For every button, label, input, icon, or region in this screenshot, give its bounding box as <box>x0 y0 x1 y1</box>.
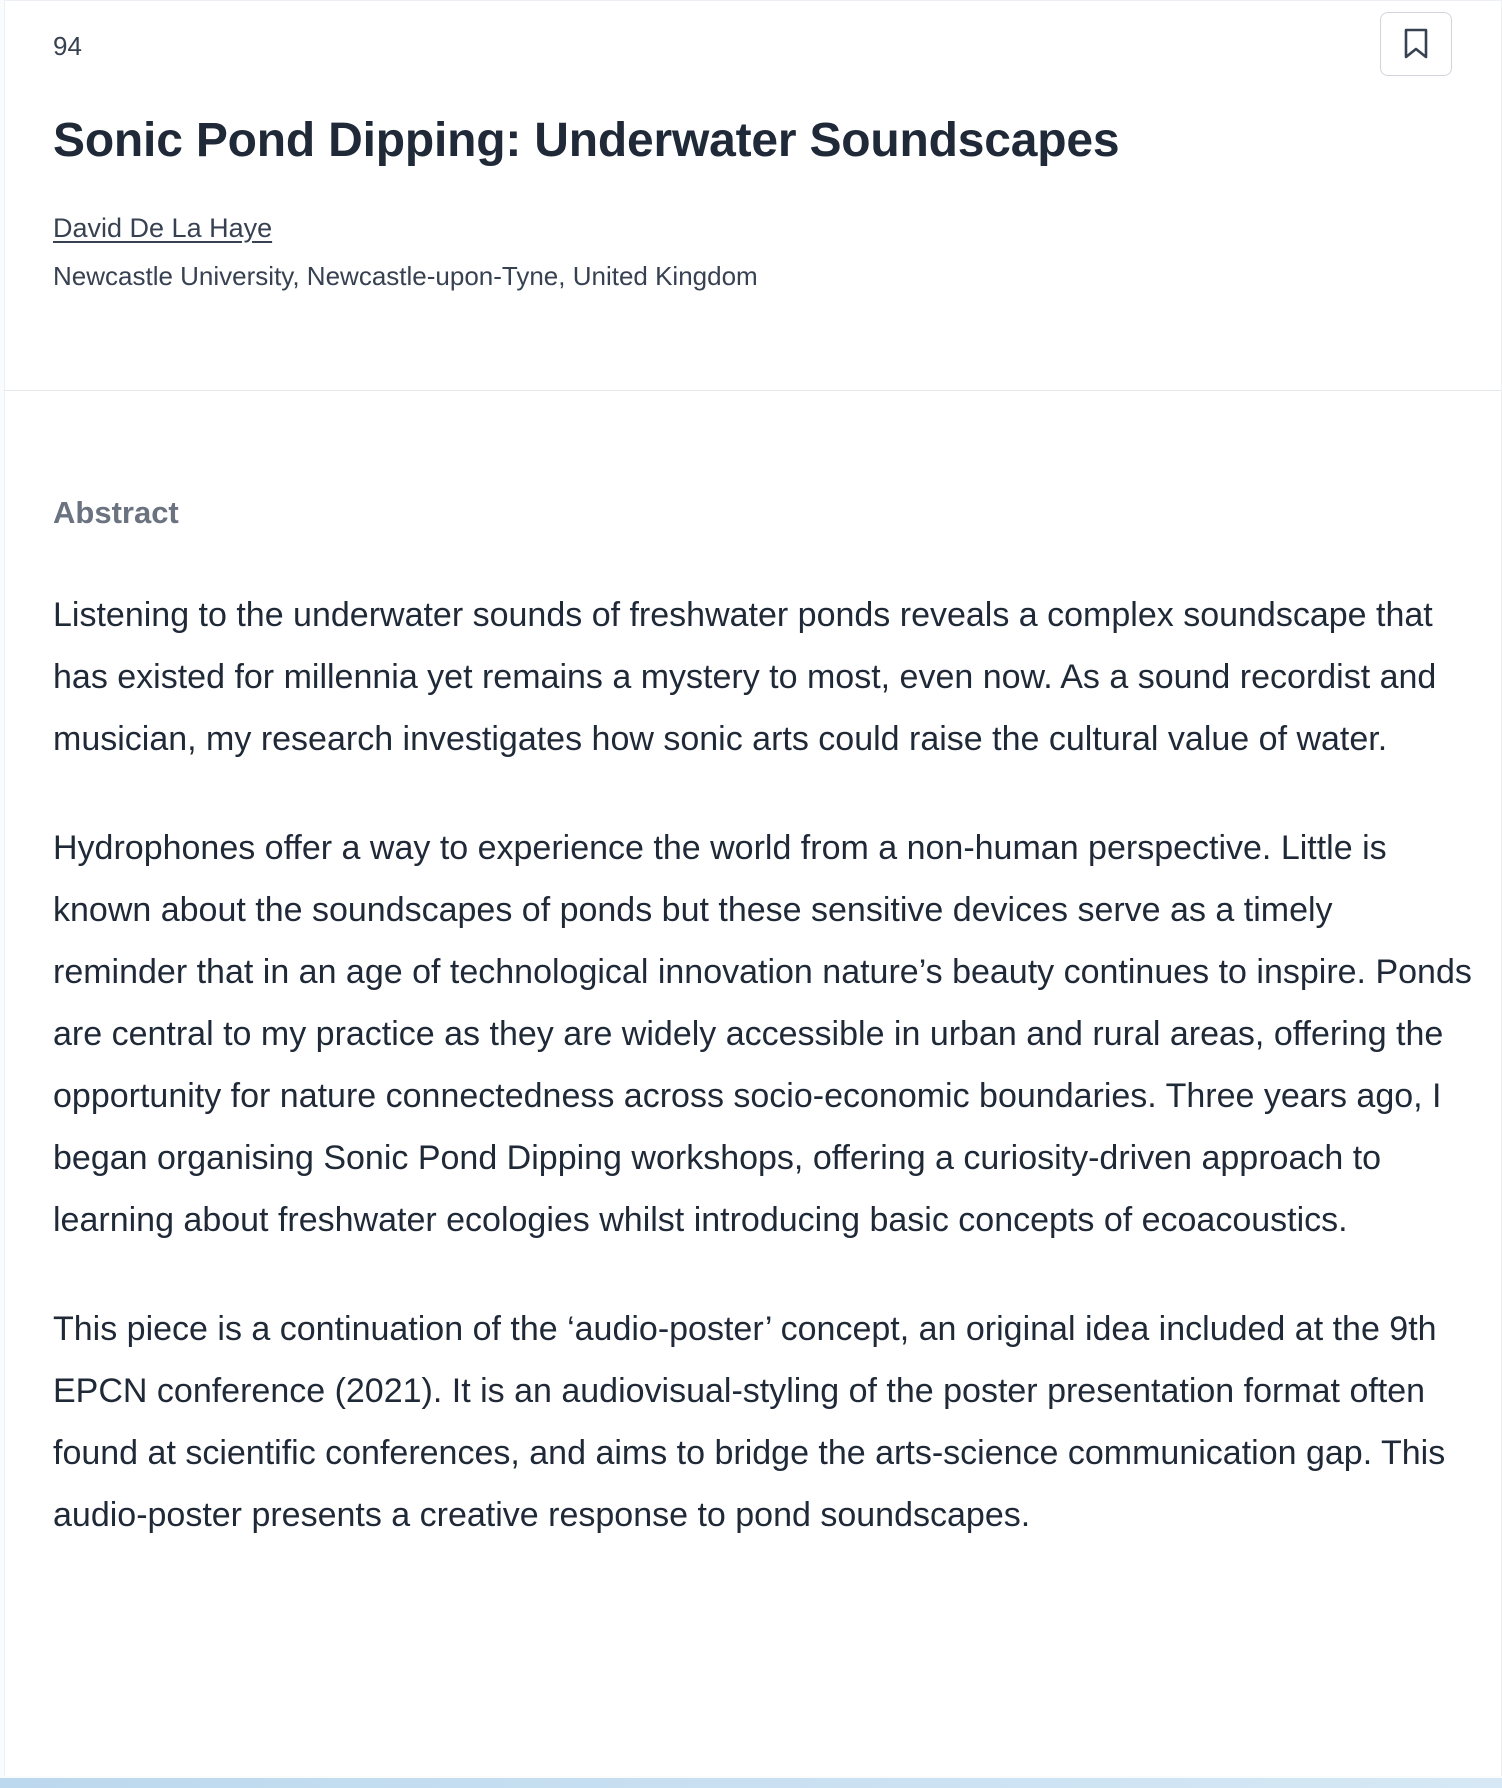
paper-title: Sonic Pond Dipping: Underwater Soundscapes <box>53 114 1120 167</box>
paper-card <box>4 0 1502 1776</box>
abstract-heading: Abstract <box>53 495 179 530</box>
abstract-paragraph: Listening to the underwater sounds of freshwater ponds reveals a complex soundscape that has existed for millennia yet remains a mystery to most, even now. As a sound recordist and musician, my research investigates how sonic arts could raise the cultural value of water. <box>53 596 1437 758</box>
bookmark-icon <box>1403 28 1429 60</box>
author-affiliation: Newcastle University, Newcastle-upon-Tyne, United Kingdom <box>53 261 758 291</box>
paper-header <box>5 1 1501 391</box>
abstract-paragraph: Hydrophones offer a way to experience the world from a non-human perspective. Little is known about the soundscapes of ponds but these sensitive devices serve as a timely reminder that in an age of technological innovation nature’s beauty continues to inspire. Ponds are central to my practice as they are widely accessible in urban and rural areas, offering the opportunity for nature connectedness across socio-economic boundaries. Three years ago, I began organising Sonic Pond Dipping workshops, offering a curiosity-driven approach to learning about freshwater ecologies whilst introducing basic concepts of ecoacoustics. <box>53 829 1472 1239</box>
paper-number: 94 <box>53 31 82 61</box>
bottom-strip <box>0 1778 1502 1788</box>
author-link[interactable]: David De La Haye <box>53 213 273 243</box>
bookmark-button[interactable] <box>1380 12 1452 76</box>
abstract-body <box>53 584 1473 1593</box>
abstract-paragraph: This piece is a continuation of the ‘audio-poster’ concept, an original idea included at the 9th EPCN conference (2021). It is an audiovisual-styling of the poster presentation format often found at scientific conferences, and aims to bridge the arts-science communication gap. This audio-poster presents a creative response to pond soundscapes. <box>53 1310 1446 1534</box>
